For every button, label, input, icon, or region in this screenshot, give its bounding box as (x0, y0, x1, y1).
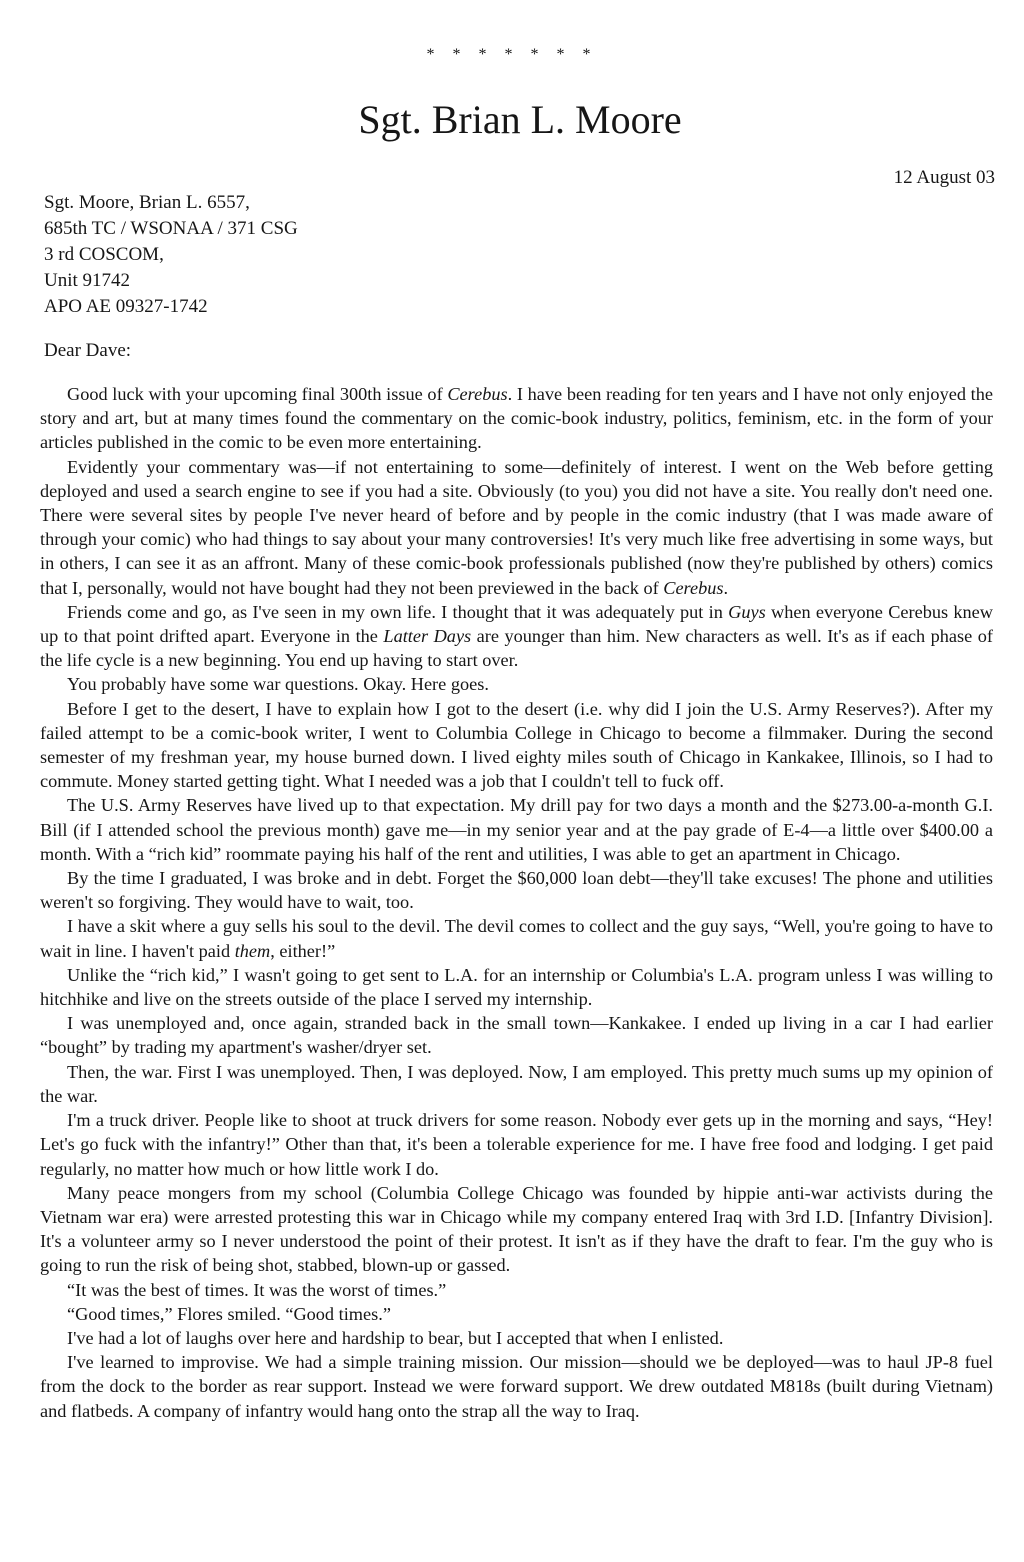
italic-title-text: Latter Days (383, 626, 472, 647)
address-line: 3 rd COSCOM, (44, 244, 164, 265)
paragraph-text: Then, the war. First I was unemployed. Then, I was deployed. Now, I am employed. This pretty much sums up my opinion of the war. (40, 1061, 993, 1106)
address-line: APO AE 09327-1742 (44, 296, 208, 317)
letter-title: Sgt. Brian L. Moore (358, 97, 682, 142)
section-divider-stars: * * * * * * * (426, 46, 598, 63)
paragraph-text: “It was the best of times. It was the worst of times.” (67, 1279, 447, 1300)
body-paragraph (40, 382, 993, 455)
paragraph-text: when everyone Cerebus knew up to that point drifted apart. Everyone in the (40, 601, 993, 647)
body-paragraph (40, 1011, 993, 1059)
body-paragraph (40, 793, 993, 866)
italic-title-text: Cerebus (663, 577, 724, 598)
body-paragraph (40, 866, 993, 914)
paragraph-text: Many peace mongers from my school (Columbia College Chicago was founded by hippie anti-war activists during the Vietnam war era) were arrested protesting this war in Chicago while my company entered Iraq with 3rd I.D. [Infantry Division]. It's a volunteer army so I never understood the point of their protest. It isn't as if they have the draft to fear. I'm the guy who is going to run the risk of being shot, stabbed, blown-up or gassed. (40, 1182, 993, 1276)
paragraph-text: Unlike the “rich kid,” I wasn't going to get sent to L.A. for an internship or Columbia's L.A. program unless I was willing to hitchhike and live on the streets outside of the place I served my internship. (40, 964, 993, 1010)
address-line: Sgt. Moore, Brian L. 6557, (44, 192, 250, 213)
body-paragraph (40, 914, 993, 962)
paragraph-text: “Good times,” Flores smiled. “Good times.” (67, 1303, 391, 1324)
address-line: Unit 91742 (44, 270, 131, 291)
body-paragraph (40, 1060, 993, 1108)
italic-title-text: Cerebus (447, 384, 508, 404)
body-paragraph (40, 1302, 993, 1326)
paragraph-text: I've had a lot of laughs over here and hardship to bear, but I accepted that when I enlisted. (67, 1327, 724, 1348)
paragraph-text: By the time I graduated, I was broke and in debt. Forget the $60,000 loan debt—they'll take excuses! The phone and utilities weren't so forgiving. They would have to wait, too. (40, 868, 993, 913)
paragraph-text: I have a skit where a guy sells his soul to the devil. The devil comes to collect and the guy says, “Well, you're going to have to wait in line. I haven't paid (40, 916, 993, 961)
paragraph-text: I've learned to improvise. We had a simple training mission. Our mission—should we be deployed—was to haul JP-8 fuel from the dock to the border as rear support. Instead we were forward support. We drew outdated M818s (built during Vietnam) and flatbeds. A company of infantry would hang onto the strap all the way to Iraq. (40, 1352, 993, 1421)
paragraph-text: You probably have some war questions. Okay. Here goes. (67, 674, 489, 695)
letter-date: 12 August 03 (893, 167, 995, 188)
paragraph-text: . (723, 577, 729, 598)
body-paragraph (40, 1181, 993, 1278)
paragraph-text: Friends come and go, as I've seen in my own life. I thought that it was adequately put in (67, 601, 729, 622)
body-paragraph (40, 1350, 993, 1423)
body-paragraph (40, 600, 993, 673)
paragraph-text: are younger than him. New characters as well. It's as if each phase of the life cycle is a new beginning. You end up having to start over. (40, 626, 993, 671)
italic-title-text: Guys (728, 601, 766, 622)
paragraph-text: I was unemployed and, once again, stranded back in the small town—Kankakee. I ended up living in a car I had earlier “bought” by trading my apartment's washer/dryer set. (40, 1013, 993, 1058)
paragraph-text: Before I get to the desert, I have to explain how I got to the desert (i.e. why did I join the U.S. Army Reserves?). After my failed attempt to be a comic-book writer, I went to Columbia College in Chicago to become a filmmaker. During the second semester of my freshman year, my house burned down. I lived eighty miles south of Chicago in Kankakee, Illinois, so I had to commute. Money started getting tight. What I needed was a job that I couldn't tell to fuck off. (40, 698, 993, 792)
body-paragraph (40, 697, 993, 794)
paragraph-text: Evidently your commentary was—if not entertaining to some—definitely of interest. I went on the Web before getting deployed and used a search engine to see if you had a site. Obviously (to you) you did not have a site. You really don't need one. There were several sites by people I've never heard of before and by people in the comic industry (that I was made aware of through your comic) who had things to say about your many controversies! It's very much like free advertising in some ways, but in others, I can see it as an affront. Many of these comic-book professionals published (now they're published by others) comics that I, personally, would not have bought had they not been previewed in the back of (40, 456, 993, 598)
body-paragraph (40, 963, 993, 1011)
paragraph-text: . I have been reading for ten years and I have not only enjoyed the story and art, but at many times found the commentary on the comic-book industry, politics, feminism, etc. in the form of your articles published in the comic to be even more entertaining. (40, 384, 993, 453)
paragraph-text: Good luck with your upcoming final 300th issue of (67, 384, 448, 404)
italic-title-text: them (234, 940, 271, 961)
body-paragraph (40, 1326, 993, 1350)
body-paragraph (40, 455, 993, 600)
salutation: Dear Dave: (44, 340, 132, 361)
body-paragraph (40, 1108, 993, 1181)
paragraph-text: The U.S. Army Reserves have lived up to that expectation. My drill pay for two days a month and the $273.00-a-month G.I. Bill (if I attended school the previous month) gave me—in my senior year and at the pay grade of E-4—a little over $400.00 a month. With a “rich kid” roommate paying his half of the rent and utilities, I was able to get an apartment in Chicago. (40, 795, 993, 864)
paragraph-text: , either!” (270, 940, 336, 961)
address-line: 685th TC / WSONAA / 371 CSG (44, 218, 298, 239)
body-paragraph (40, 672, 993, 696)
body-paragraph (40, 1278, 993, 1302)
letter-body (40, 382, 993, 1423)
paragraph-text: I'm a truck driver. People like to shoot at truck drivers for some reason. Nobody ever gets up in the morning and says, “Hey! Let's go fuck with the infantry!” Other than that, it's been a tolerable experience for me. I have free food and lodging. I get paid regularly, no matter how much or how little work I do. (40, 1110, 993, 1179)
return-address (44, 190, 298, 320)
